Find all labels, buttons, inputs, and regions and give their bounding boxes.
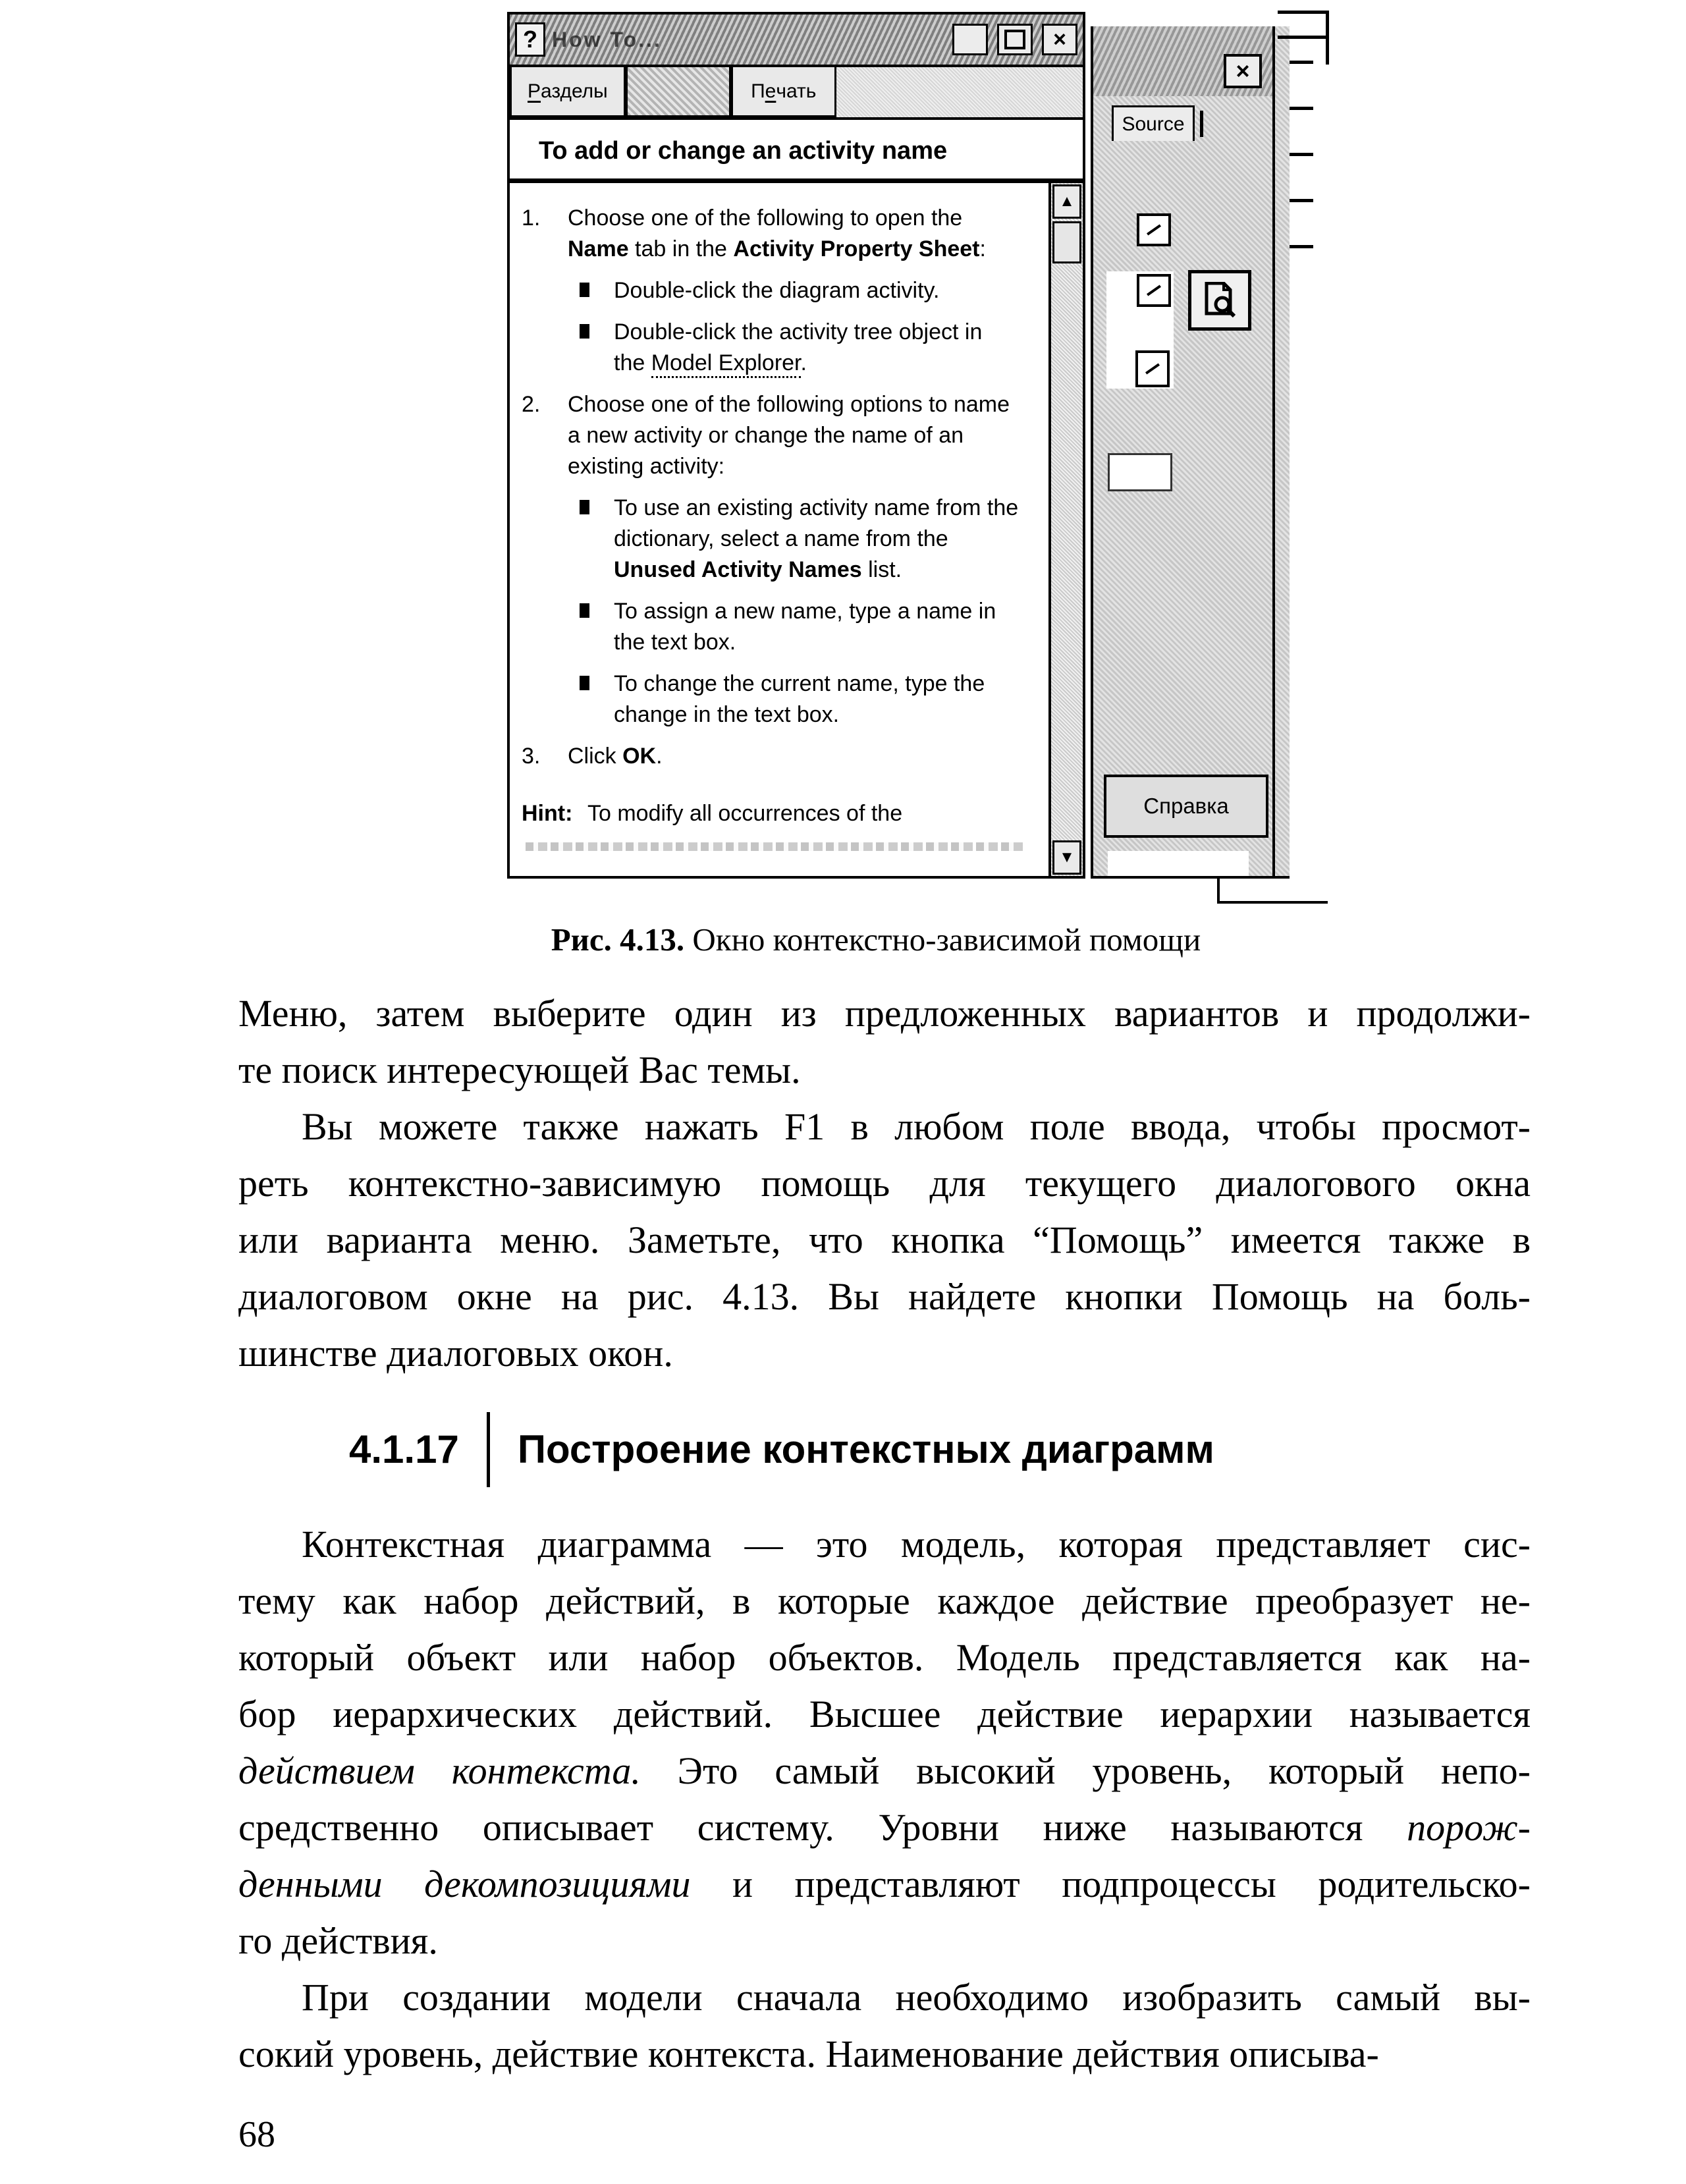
text-segment: . bbox=[656, 744, 663, 769]
text-line bbox=[238, 1686, 1531, 1743]
title-bar[interactable] bbox=[510, 14, 1083, 67]
figure-caption-text: Окно контекстно-зависимой помощи bbox=[692, 921, 1201, 958]
bullet-text bbox=[614, 317, 1020, 379]
text-line bbox=[238, 1155, 1531, 1212]
bullet-icon bbox=[580, 676, 589, 690]
help-bullet bbox=[580, 493, 1039, 586]
bullet-text bbox=[614, 275, 1020, 306]
text-segment: При создании модели сначала необходимо изобразить самый вы- bbox=[302, 1976, 1531, 2019]
tab-source-label: Source bbox=[1122, 113, 1185, 135]
figure-caption bbox=[487, 921, 1264, 958]
section-heading bbox=[349, 1412, 1531, 1487]
scroll-up-icon: ▲ bbox=[1059, 192, 1075, 210]
section-title: Построение контекстных диаграмм bbox=[517, 1427, 1214, 1471]
text-line bbox=[238, 1743, 1531, 1799]
combo-arrow-button[interactable] bbox=[1135, 350, 1170, 387]
hint-row bbox=[522, 798, 1039, 829]
window-title: How To... bbox=[552, 27, 662, 51]
combo-arrow-button[interactable] bbox=[1137, 274, 1171, 307]
vertical-scrollbar[interactable] bbox=[1048, 183, 1083, 876]
text-segment: Choose one of the following to open the bbox=[568, 205, 963, 231]
close-icon: × bbox=[1236, 57, 1250, 84]
window-frame-line bbox=[1217, 879, 1220, 904]
paragraph bbox=[238, 1969, 1531, 2083]
topic-heading: To add or change an activity name bbox=[510, 120, 1083, 183]
text-line bbox=[238, 1969, 1531, 2026]
text-segment: шинстве диалоговых окон. bbox=[238, 1332, 673, 1375]
bullet-icon bbox=[580, 324, 589, 339]
text-line bbox=[238, 1799, 1531, 1856]
figure-caption-number: Рис. 4.13. bbox=[551, 921, 685, 958]
bullet-text bbox=[614, 493, 1020, 586]
text-segment: Вы можете также нажать F1 в любом поле ввода, чтобы просмот- bbox=[302, 1105, 1531, 1148]
hotkey-letter: Р bbox=[528, 80, 541, 102]
side-close-button[interactable] bbox=[1224, 54, 1262, 88]
arrow-icon bbox=[1147, 285, 1161, 296]
value-input[interactable] bbox=[1108, 453, 1172, 491]
text-line bbox=[238, 1269, 1531, 1325]
help-button-label: Справка bbox=[1143, 794, 1229, 818]
close-icon: × bbox=[1053, 27, 1066, 52]
text-segment: средственно описывает систему. Уровни ниже называются bbox=[238, 1806, 1407, 1849]
edge-tick bbox=[1290, 61, 1313, 64]
text-segment: сокий уровень, действие контекста. Наименование действия описыва- bbox=[238, 2033, 1379, 2075]
section-number: 4.1.17 bbox=[349, 1427, 459, 1471]
help-bullet bbox=[580, 596, 1039, 658]
help-bullet bbox=[580, 275, 1039, 306]
text-line bbox=[238, 985, 1531, 1042]
text-segment: list. bbox=[861, 557, 902, 582]
help-button[interactable] bbox=[1104, 775, 1268, 838]
dialog-bottom-panel bbox=[1108, 851, 1249, 876]
bullet-icon bbox=[580, 603, 589, 618]
window-frame-line bbox=[1326, 11, 1329, 65]
scroll-up-button[interactable] bbox=[1052, 184, 1081, 219]
help-window bbox=[507, 12, 1085, 879]
text-segment: . bbox=[800, 350, 807, 375]
text-segment: Unused Activity Names bbox=[614, 557, 862, 582]
text-line bbox=[238, 1913, 1531, 1969]
text-segment: Click bbox=[568, 744, 623, 769]
edge-tick bbox=[1290, 199, 1313, 202]
text-segment: To use an existing activity name from the dictionary, select a name from the bbox=[614, 495, 1019, 551]
section-divider bbox=[487, 1412, 490, 1487]
text-line bbox=[238, 1629, 1531, 1686]
side-dialog bbox=[1091, 26, 1290, 879]
bullet-icon bbox=[580, 500, 589, 514]
scroll-down-icon: ▼ bbox=[1059, 848, 1075, 866]
paragraph bbox=[238, 1516, 1531, 1969]
maximize-button[interactable] bbox=[997, 24, 1033, 55]
text-line bbox=[238, 1573, 1531, 1629]
help-step bbox=[522, 389, 1039, 482]
hotkey-letter: е bbox=[765, 80, 776, 102]
text-segment: Контекстная диаграмма — это модель, которая представляет сис- bbox=[302, 1523, 1531, 1566]
text-segment: денными декомпозициями bbox=[238, 1863, 691, 1905]
toolbar-spacer bbox=[836, 67, 1083, 117]
bullet-text bbox=[614, 669, 1020, 730]
text-segment: Double-click the diagram activity. bbox=[614, 278, 940, 303]
text-segment: порож- bbox=[1407, 1806, 1531, 1849]
arrow-icon bbox=[1147, 224, 1161, 235]
text-line bbox=[238, 1212, 1531, 1269]
text-segment: те поиск интересующей Вас темы. bbox=[238, 1049, 801, 1091]
help-content bbox=[510, 183, 1083, 876]
bullet-icon bbox=[580, 283, 589, 297]
text-line bbox=[238, 2026, 1531, 2083]
maximize-icon bbox=[1004, 30, 1025, 49]
window-frame-line bbox=[1278, 11, 1329, 14]
text-segment: Model Explorer bbox=[651, 350, 801, 378]
hint-text: To modify all occurrences of the bbox=[587, 801, 903, 826]
minimize-button[interactable] bbox=[952, 24, 988, 55]
text-segment: Activity Property Sheet bbox=[733, 236, 980, 261]
tab-source[interactable] bbox=[1112, 105, 1195, 141]
text-segment: Double-click the activity tree object in the bbox=[614, 319, 983, 375]
text-segment: OK bbox=[622, 744, 657, 769]
text-line bbox=[238, 1042, 1531, 1099]
text-line bbox=[238, 1325, 1531, 1382]
arrow-icon bbox=[1145, 363, 1160, 374]
step-number: 1. bbox=[522, 205, 541, 231]
text-line bbox=[238, 1099, 1531, 1155]
scrollbar-thumb[interactable] bbox=[1052, 221, 1081, 263]
text-segment: который объект или набор объектов. Модель представляется как на- bbox=[238, 1636, 1531, 1679]
text-segment: Это самый высокий уровень, который непо- bbox=[640, 1749, 1531, 1792]
text-segment: бор иерархических действий. Высшее действие иерархии называется bbox=[238, 1693, 1531, 1735]
edge-tick bbox=[1290, 153, 1313, 156]
text-segment: действием контекста. bbox=[238, 1749, 641, 1792]
step-number: 2. bbox=[522, 392, 541, 417]
step-text bbox=[568, 741, 1023, 772]
step-text bbox=[568, 203, 1023, 265]
question-icon: ? bbox=[515, 22, 545, 57]
step-text bbox=[568, 389, 1023, 482]
text-segment: тему как набор действий, в которые каждое действие преобразует не- bbox=[238, 1579, 1531, 1622]
hint-label: Hint: bbox=[522, 801, 573, 826]
toolbar-button-0[interactable]: Р азделы bbox=[510, 67, 626, 117]
scroll-down-button[interactable] bbox=[1052, 840, 1081, 875]
document-magnifier-icon bbox=[1203, 282, 1237, 319]
text-segment: или варианта меню. Заметьте, что кнопка “Помощь” имеется также в bbox=[238, 1218, 1531, 1261]
window-edge-line bbox=[1272, 26, 1275, 876]
window-frame-line bbox=[1217, 901, 1328, 904]
edge-tick bbox=[1290, 245, 1313, 248]
help-toolbar bbox=[510, 67, 1083, 120]
paragraph bbox=[238, 1099, 1531, 1382]
preview-button[interactable] bbox=[1188, 270, 1251, 331]
body-text bbox=[238, 985, 1531, 2163]
help-step bbox=[522, 203, 1039, 265]
text-segment: реть контекстно-зависимую помощь для текущего диалогового окна bbox=[238, 1162, 1531, 1205]
help-text bbox=[510, 183, 1048, 876]
text-segment: Меню, затем выберите один из предложенных вариантов и продолжи- bbox=[238, 992, 1531, 1035]
text-segment: Choose one of the following options to name a new activity or change the name of an existing activity: bbox=[568, 392, 1010, 479]
combo-arrow-button[interactable] bbox=[1137, 213, 1171, 246]
toolbar-button-1[interactable] bbox=[626, 67, 731, 117]
bullet-text bbox=[614, 596, 1020, 658]
cutoff-text-artifact bbox=[526, 842, 1023, 851]
edge-tick bbox=[1290, 107, 1313, 110]
text-segment: го действия. bbox=[238, 1919, 438, 1962]
paragraph bbox=[238, 985, 1531, 1099]
toolbar-button-2[interactable]: П е чать bbox=[731, 67, 836, 117]
text-segment: диалоговом окне на рис. 4.13. Вы найдете кнопки Помощь на боль- bbox=[238, 1275, 1531, 1318]
text-segment: To assign a new name, type a name in the text box. bbox=[614, 599, 996, 655]
text-segment: Name bbox=[568, 236, 629, 261]
minimize-icon: _ bbox=[964, 35, 976, 57]
help-step bbox=[522, 741, 1039, 772]
text-line bbox=[238, 1516, 1531, 1573]
step-number: 3. bbox=[522, 744, 541, 769]
text-segment: : bbox=[979, 236, 986, 261]
text-segment: To change the current name, type the change in the text box. bbox=[614, 671, 985, 727]
text-segment: и представляют подпроцессы родительско- bbox=[690, 1863, 1531, 1905]
page-number: 68 bbox=[238, 2114, 275, 2155]
help-bullet bbox=[580, 317, 1039, 379]
close-button[interactable] bbox=[1042, 24, 1077, 55]
window-frame-line bbox=[1278, 36, 1329, 39]
help-bullet bbox=[580, 669, 1039, 730]
text-line bbox=[238, 1856, 1531, 1913]
tab-edge-line bbox=[1200, 111, 1203, 137]
text-segment: tab in the bbox=[628, 236, 734, 261]
